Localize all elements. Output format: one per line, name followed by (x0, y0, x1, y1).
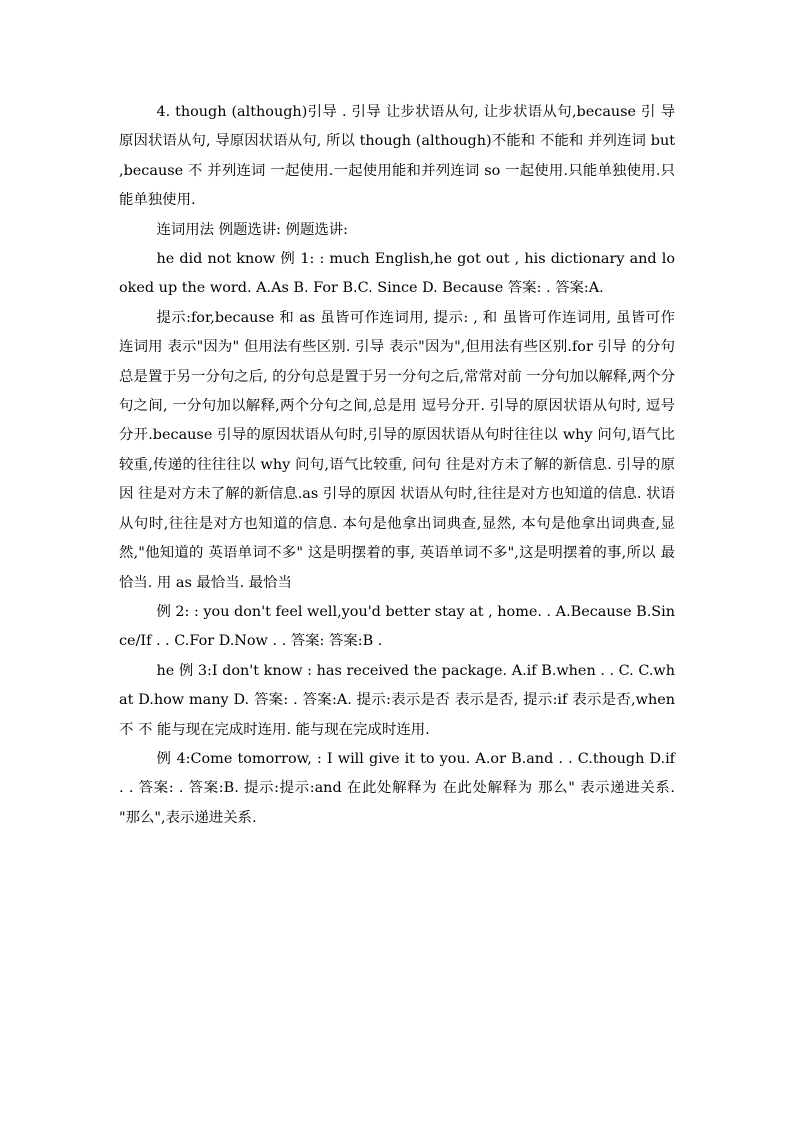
paragraph-example-4: 例 4:Come tomorrow, : I will give it to you. A.or B.and . . C.though D.if . . 答案: . 答案:B. 提示:提示:and 在此处解释为 在此处解释为 那么" 表示递进关系. "那么",表示递进关系. (119, 750, 675, 826)
paragraph-hint-1: 提示:for,because 和 as 虽皆可作连词用, 提示: , 和 虽皆可作连词用, 虽皆可作连词用 表示"因为" 但用法有些区别. 引导 表示"因为",但用法有些区别.for 引导 的分句总是置于另一分句之后, 的分句总是置于另一分句之后,常常对前 一分句加以解释,两个分句之间, 一分句加以解释,两个分句之间,总是用 逗号分开. 引导的原因状语从句时, 逗号分开.because 引导的原因状语从句时,引导的原因状语从句时往往以 why 问句,语气比较重,传递的往往往以 why 问句,语气比较重, 问句 往是对方未了解的新信息. 引导的原因 往是对方未了解的新信息.as 引导的原因 状语从句时,往往是对方也知道的信息. 状语从句时,往往是对方也知道的信息. 本句是他拿出词典查,显然, 本句是他拿出词典查,显然,"他知道的 英语单词不多" 这是明摆着的事, 英语单词不多",这是明摆着的事,所以 最恰当. 用 as 最恰当. 最恰当 (119, 309, 675, 591)
document-body (119, 98, 675, 833)
paragraph-though-although: 4. though (although)引导 . 引导 让步状语从句, 让步状语从句,because 引 导原因状语从句, 导原因状语从句, 所以 though (although)不能和 不能和 并列连词 but ,because 不 并列连词 一起使用.一起使用能和并列连词 so 一起使用.只能单独使用.只能单独使用. (119, 104, 675, 209)
paragraph-example-1: he did not know 例 1: : much English,he got out , his dictionary and looked up the word. A.As B. For B.C. Since D. Because 答案: . 答案:A. (119, 251, 675, 297)
paragraph-example-3: he 例 3:I don't know : has received the package. A.if B.when . . C. C.what D.how many D. 答案: . 答案:A. 提示:表示是否 表示是否, 提示:if 表示是否,when 不 不 能与现在完成时连用. 能与现在完成时连用. (119, 662, 675, 738)
paragraph-example-2: 例 2: : you don't feel well,you'd better stay at , home. . A.Because B.Since/If . . C.For D.Now . . 答案: 答案:B . (119, 603, 675, 650)
paragraph-section-heading: 连词用法 例题选讲: 例题选讲: (156, 221, 348, 238)
